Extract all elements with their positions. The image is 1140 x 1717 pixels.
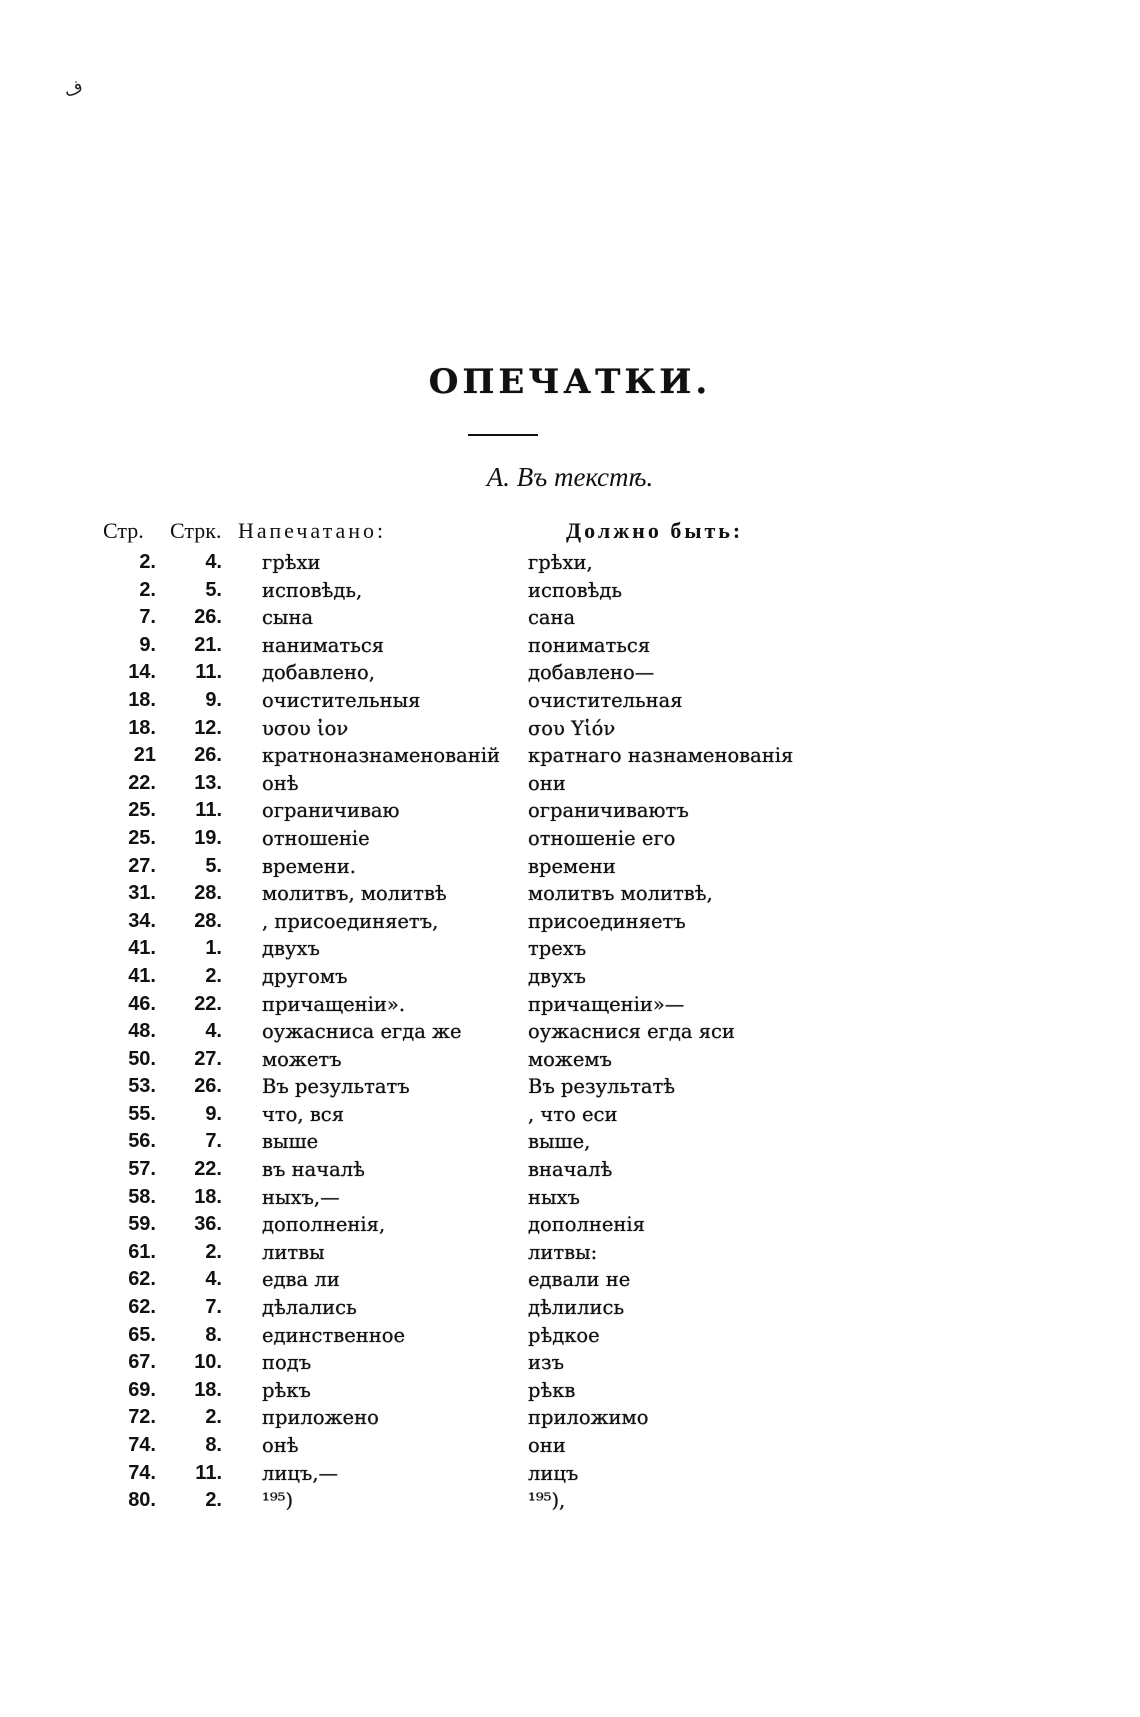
page-title: ОПЕЧАТКИ. bbox=[428, 362, 712, 402]
errata-printed-text: литвы bbox=[262, 1240, 325, 1264]
errata-printed-text: молитвъ, молитвѣ bbox=[262, 882, 447, 906]
errata-line-number: 1. bbox=[205, 937, 222, 960]
errata-line-number: 8. bbox=[205, 1434, 222, 1456]
errata-line-number: 26. bbox=[194, 1075, 222, 1098]
errata-printed-text: приложено bbox=[262, 1406, 379, 1430]
errata-line-number: 13. bbox=[194, 771, 222, 794]
errata-correct-text: лицъ bbox=[528, 1461, 579, 1485]
errata-row bbox=[0, 993, 1140, 1021]
errata-line-number: 22. bbox=[194, 1158, 222, 1181]
errata-page-number: 59. bbox=[128, 1213, 156, 1236]
errata-printed-text: можетъ bbox=[262, 1047, 342, 1071]
errata-line-number: 2. bbox=[205, 964, 222, 987]
errata-row bbox=[0, 937, 1140, 965]
errata-page-number: 9. bbox=[139, 633, 156, 656]
errata-line-number: 22. bbox=[194, 992, 222, 1015]
errata-row bbox=[0, 1296, 1140, 1324]
errata-page-number: 48. bbox=[128, 1020, 156, 1043]
errata-line-number: 27. bbox=[194, 1047, 222, 1070]
errata-page-number: 25. bbox=[128, 826, 156, 849]
errata-row bbox=[0, 1434, 1140, 1462]
errata-page-number: 2. bbox=[139, 551, 156, 573]
errata-row bbox=[0, 1351, 1140, 1379]
errata-printed-text: выше bbox=[262, 1130, 319, 1154]
errata-row bbox=[0, 1462, 1140, 1490]
errata-correct-text: они bbox=[528, 1434, 566, 1457]
errata-page-number: 46. bbox=[128, 992, 156, 1015]
errata-page-number: 67. bbox=[128, 1351, 156, 1374]
errata-line-number: 26. bbox=[194, 744, 222, 767]
errata-table-header bbox=[0, 518, 1140, 548]
section-heading: А. Въ текстѣ. bbox=[486, 462, 654, 492]
errata-printed-text: наниматься bbox=[262, 633, 385, 657]
errata-printed-text: въ началѣ bbox=[262, 1158, 365, 1182]
errata-line-number: 28. bbox=[194, 909, 222, 932]
errata-row bbox=[0, 1324, 1140, 1352]
errata-page-number: 69. bbox=[128, 1378, 156, 1401]
errata-line-number: 5. bbox=[205, 854, 222, 877]
errata-page-number: 57. bbox=[128, 1158, 156, 1181]
errata-correct-text: кратнаго назнаменованія bbox=[528, 744, 794, 768]
errata-printed-text: ¹⁹⁵) bbox=[262, 1489, 294, 1513]
errata-correct-text: изъ bbox=[528, 1351, 565, 1375]
errata-printed-text: , присоединяетъ, bbox=[262, 909, 439, 933]
errata-correct-text: едвали не bbox=[528, 1268, 631, 1292]
errata-page-number: 7. bbox=[139, 606, 156, 629]
errata-correct-text: пониматься bbox=[528, 633, 651, 657]
errata-row bbox=[0, 634, 1140, 662]
errata-printed-text: очистительныя bbox=[262, 688, 421, 712]
errata-printed-text: исповѣдь, bbox=[262, 578, 363, 602]
errata-page-number: 74. bbox=[128, 1434, 156, 1456]
errata-line-number: 4. bbox=[205, 1268, 222, 1291]
errata-page-number: 55. bbox=[128, 1102, 156, 1125]
errata-row bbox=[0, 689, 1140, 717]
errata-printed-text: что, вся bbox=[262, 1102, 345, 1126]
errata-row bbox=[0, 661, 1140, 689]
errata-page-number: 61. bbox=[128, 1240, 156, 1263]
errata-correct-text: вначалѣ bbox=[528, 1158, 613, 1182]
errata-row bbox=[0, 1103, 1140, 1131]
corner-ink-mark: ف bbox=[60, 75, 86, 102]
errata-line-number: 21. bbox=[194, 633, 222, 656]
errata-row bbox=[0, 855, 1140, 883]
errata-line-number: 18. bbox=[194, 1185, 222, 1208]
errata-printed-text: ныхъ,— bbox=[262, 1185, 340, 1209]
errata-row bbox=[0, 1075, 1140, 1103]
errata-row bbox=[0, 799, 1140, 827]
errata-correct-text: приложимо bbox=[528, 1406, 649, 1430]
errata-correct-text: ныхъ bbox=[528, 1185, 580, 1209]
errata-correct-text: причащеніи»— bbox=[528, 992, 685, 1016]
errata-printed-text: подъ bbox=[262, 1351, 312, 1375]
errata-row bbox=[0, 1489, 1140, 1517]
errata-correct-text: можемъ bbox=[528, 1047, 612, 1071]
errata-printed-text: двухъ bbox=[262, 937, 320, 961]
errata-line-number: 26. bbox=[194, 606, 222, 629]
errata-printed-text: кратнoназнаменованій bbox=[262, 744, 500, 768]
errata-printed-text: отношеніе bbox=[262, 826, 370, 850]
errata-correct-text: сана bbox=[528, 606, 576, 630]
errata-correct-text: ¹⁹⁵), bbox=[528, 1489, 566, 1513]
errata-row bbox=[0, 1158, 1140, 1186]
errata-page-number: 53. bbox=[128, 1075, 156, 1098]
errata-printed-text: единственное bbox=[262, 1323, 406, 1347]
errata-line-number: 4. bbox=[205, 551, 222, 573]
errata-correct-text: исповѣдь bbox=[528, 578, 623, 602]
errata-row bbox=[0, 1406, 1140, 1434]
errata-correct-text: дѣлились bbox=[528, 1296, 625, 1320]
errata-page-number: 80. bbox=[128, 1489, 156, 1512]
errata-page-number: 65. bbox=[128, 1323, 156, 1346]
errata-page-number: 62. bbox=[128, 1296, 156, 1319]
column-header-printed: Напечатано: bbox=[238, 518, 387, 543]
errata-line-number: 5. bbox=[205, 578, 222, 601]
errata-printed-text: Въ результатъ bbox=[262, 1075, 410, 1099]
errata-line-number: 36. bbox=[194, 1213, 222, 1236]
errata-correct-text: добавлено— bbox=[528, 661, 655, 685]
errata-line-number: 10. bbox=[194, 1351, 222, 1374]
errata-printed-text: грѣхи bbox=[262, 551, 321, 574]
errata-line-number: 19. bbox=[194, 826, 222, 849]
errata-correct-text: выше, bbox=[528, 1130, 591, 1154]
errata-row bbox=[0, 579, 1140, 607]
errata-printed-text: причащеніи». bbox=[262, 992, 406, 1016]
errata-correct-text: они bbox=[528, 771, 566, 795]
errata-page-number: 18. bbox=[128, 688, 156, 711]
errata-page-number: 2. bbox=[139, 578, 156, 601]
errata-correct-text: времени bbox=[528, 854, 616, 878]
errata-row bbox=[0, 772, 1140, 800]
errata-page-number: 41. bbox=[128, 937, 156, 960]
column-header-page: Стр. bbox=[103, 518, 144, 543]
errata-line-number: 7. bbox=[205, 1130, 222, 1153]
title-divider bbox=[468, 434, 538, 436]
errata-row bbox=[0, 910, 1140, 938]
errata-correct-text: грѣхи, bbox=[528, 551, 593, 574]
errata-printed-text: υσου ἰον bbox=[262, 716, 349, 740]
errata-page-number: 25. bbox=[128, 799, 156, 822]
errata-page-number: 62. bbox=[128, 1268, 156, 1291]
errata-line-number: 9. bbox=[205, 688, 222, 711]
errata-printed-text: лицъ,— bbox=[262, 1461, 339, 1485]
errata-printed-text: другомъ bbox=[262, 964, 348, 988]
column-header-should-be: Должно быть: bbox=[566, 518, 744, 543]
column-header-line: Стрк. bbox=[170, 518, 222, 543]
errata-row bbox=[0, 1213, 1140, 1241]
errata-correct-text: рѣкв bbox=[528, 1378, 576, 1402]
errata-printed-text: добавлено, bbox=[262, 661, 375, 685]
errata-page-number: 34. bbox=[128, 909, 156, 932]
errata-row bbox=[0, 1130, 1140, 1158]
errata-printed-text: едва ли bbox=[262, 1268, 340, 1292]
errata-row bbox=[0, 827, 1140, 855]
errata-correct-text: молитвъ молитвѣ, bbox=[528, 882, 713, 906]
errata-row bbox=[0, 717, 1140, 745]
errata-correct-text: σου Υἱόν bbox=[528, 716, 616, 740]
errata-row bbox=[0, 1186, 1140, 1214]
errata-row bbox=[0, 1268, 1140, 1296]
errata-line-number: 9. bbox=[205, 1102, 222, 1125]
errata-page-number: 14. bbox=[128, 661, 156, 684]
errata-printed-text: дополненія, bbox=[262, 1213, 386, 1237]
errata-correct-text: оужаснися егда яси bbox=[528, 1020, 735, 1044]
errata-line-number: 7. bbox=[205, 1296, 222, 1319]
errata-printed-text: ограничиваю bbox=[262, 799, 400, 823]
errata-page-number: 18. bbox=[128, 716, 156, 739]
errata-page-number: 27. bbox=[128, 854, 156, 877]
errata-row bbox=[0, 882, 1140, 910]
errata-row bbox=[0, 744, 1140, 772]
errata-page-number: 72. bbox=[128, 1406, 156, 1429]
errata-line-number: 4. bbox=[205, 1020, 222, 1043]
errata-correct-text: литвы: bbox=[528, 1240, 598, 1264]
errata-correct-text: дополненія bbox=[528, 1213, 645, 1237]
errata-line-number: 8. bbox=[205, 1323, 222, 1346]
errata-line-number: 28. bbox=[194, 882, 222, 905]
errata-printed-text: онѣ bbox=[262, 771, 299, 795]
errata-printed-text: рѣкъ bbox=[262, 1378, 311, 1402]
errata-page-number: 50. bbox=[128, 1047, 156, 1070]
errata-line-number: 11. bbox=[195, 1461, 222, 1484]
errata-table bbox=[0, 551, 1140, 1517]
errata-line-number: 18. bbox=[194, 1378, 222, 1401]
errata-printed-text: времени. bbox=[262, 854, 356, 878]
errata-page-number: 41. bbox=[128, 964, 156, 987]
errata-page-number: 31. bbox=[128, 882, 156, 905]
errata-printed-text: дѣлались bbox=[262, 1296, 357, 1320]
errata-correct-text: отношеніе его bbox=[528, 826, 676, 850]
errata-row bbox=[0, 551, 1140, 579]
errata-correct-text: , что еси bbox=[528, 1102, 618, 1126]
errata-page-number: 58. bbox=[128, 1185, 156, 1208]
errata-row bbox=[0, 1379, 1140, 1407]
errata-correct-text: трехъ bbox=[528, 937, 587, 961]
errata-row bbox=[0, 1020, 1140, 1048]
errata-printed-text: сына bbox=[262, 606, 314, 630]
errata-page-number: 56. bbox=[128, 1130, 156, 1153]
errata-correct-text: ограничиваютъ bbox=[528, 799, 689, 823]
errata-page-number: 22. bbox=[128, 771, 156, 794]
errata-correct-text: рѣдкое bbox=[528, 1323, 600, 1347]
errata-line-number: 2. bbox=[205, 1489, 222, 1512]
errata-printed-text: оужасниса егда же bbox=[262, 1020, 462, 1044]
errata-printed-text: онѣ bbox=[262, 1434, 299, 1457]
errata-line-number: 12. bbox=[194, 716, 222, 739]
errata-page-number: 21 bbox=[133, 744, 156, 767]
errata-correct-text: двухъ bbox=[528, 964, 586, 988]
errata-correct-text: Въ результатѣ bbox=[528, 1075, 676, 1099]
errata-row bbox=[0, 1048, 1140, 1076]
errata-line-number: 11. bbox=[195, 799, 222, 822]
errata-correct-text: очистительная bbox=[528, 688, 683, 712]
errata-row bbox=[0, 965, 1140, 993]
errata-line-number: 11. bbox=[195, 661, 222, 684]
errata-line-number: 2. bbox=[205, 1240, 222, 1263]
errata-correct-text: присоединяетъ bbox=[528, 909, 686, 933]
errata-line-number: 2. bbox=[205, 1406, 222, 1429]
errata-row bbox=[0, 606, 1140, 634]
errata-page-number: 74. bbox=[128, 1461, 156, 1484]
errata-row bbox=[0, 1241, 1140, 1269]
